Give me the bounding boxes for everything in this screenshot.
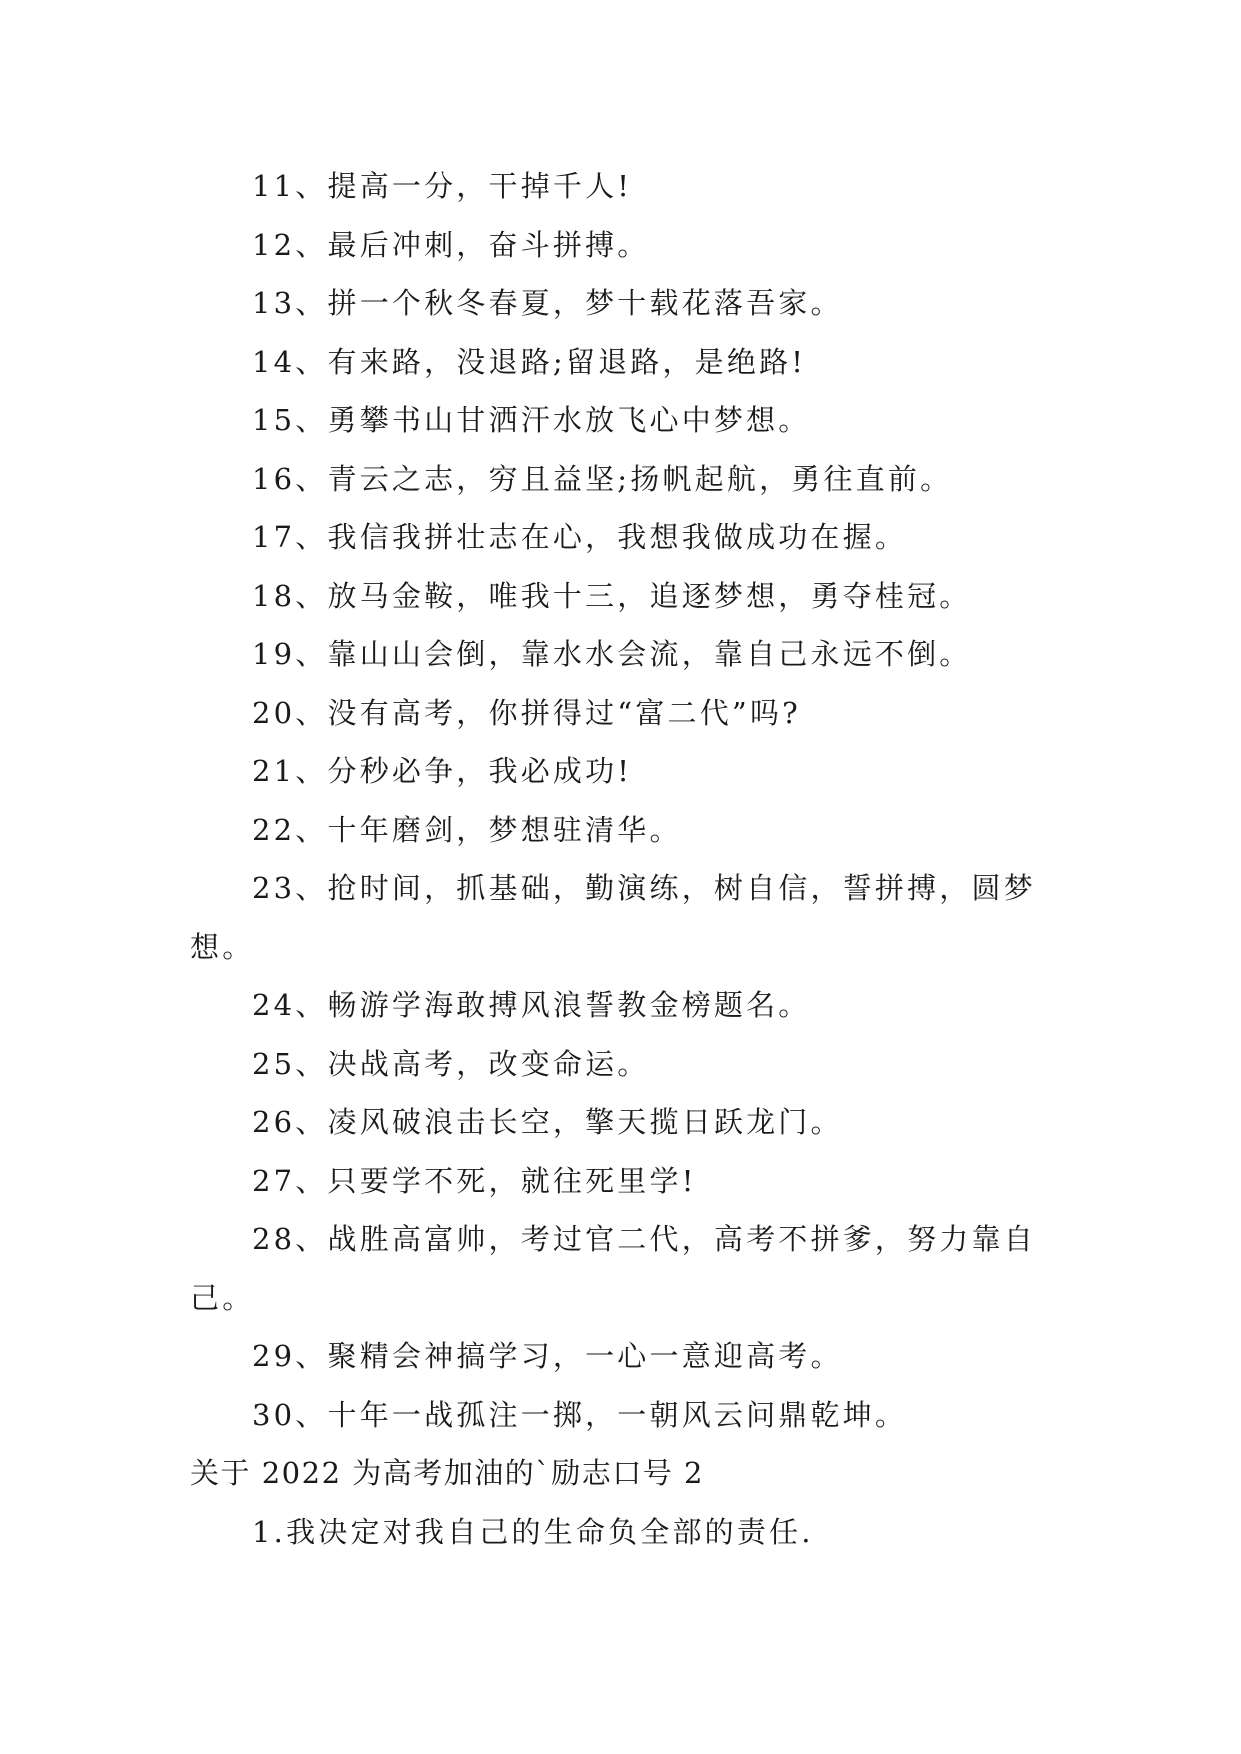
slogan-item-18: 18、放马金鞍，唯我十三，追逐梦想，勇夺桂冠。 bbox=[252, 578, 972, 613]
slogan-item-28: 28、战胜高富帅，考过官二代，高考不拼爹，努力靠自己。 bbox=[190, 1222, 1036, 1315]
slogan-item-17: 17、我信我拼壮志在心，我想我做成功在握。 bbox=[252, 520, 908, 554]
slogan-item-20: 20、没有高考，你拼得过“富二代”吗? bbox=[252, 695, 801, 730]
slogan-item-27: 27、只要学不死，就往死里学! bbox=[252, 1163, 697, 1198]
section-item-1: 1.我决定对我自己的生命负全部的责任. bbox=[252, 1514, 814, 1549]
slogan-item-30: 30、十年一战孤注一掷，一朝风云问鼎乾坤。 bbox=[252, 1397, 908, 1432]
document-body bbox=[190, 157, 1060, 1561]
slogan-item-13: 13、拼一个秋冬春夏，梦十载花落吾家。 bbox=[252, 286, 843, 320]
slogan-item-21: 21、分秒必争，我必成功! bbox=[252, 754, 633, 788]
slogan-item-15: 15、勇攀书山甘洒汗水放飞心中梦想。 bbox=[252, 403, 811, 437]
slogan-item-24: 24、畅游学海敢搏风浪誓教金榜题名。 bbox=[252, 988, 811, 1022]
slogan-item-29: 29、聚精会神搞学习，一心一意迎高考。 bbox=[252, 1339, 843, 1373]
slogan-item-16: 16、青云之志，穷且益坚;扬帆起航，勇往直前。 bbox=[252, 461, 953, 496]
slogan-item-14: 14、有来路，没退路;留退路，是绝路! bbox=[252, 344, 807, 379]
slogan-item-22: 22、十年磨剑，梦想驻清华。 bbox=[252, 812, 682, 847]
slogan-item-26: 26、凌风破浪击长空，擎天揽日跃龙门。 bbox=[252, 1105, 843, 1139]
slogan-item-23: 23、抢时间，抓基础，勤演练，树自信，誓拼搏，圆梦想。 bbox=[190, 871, 1036, 964]
slogan-item-25: 25、决战高考，改变命运。 bbox=[252, 1046, 650, 1081]
slogan-item-19: 19、靠山山会倒，靠水水会流，靠自己永远不倒。 bbox=[252, 637, 972, 671]
slogan-item-11: 11、提高一分，干掉千人! bbox=[252, 169, 633, 203]
slogan-item-12: 12、最后冲刺，奋斗拼搏。 bbox=[252, 227, 650, 262]
section-heading: 关于 2022 为高考加油的`励志口号 2 bbox=[190, 1456, 704, 1490]
